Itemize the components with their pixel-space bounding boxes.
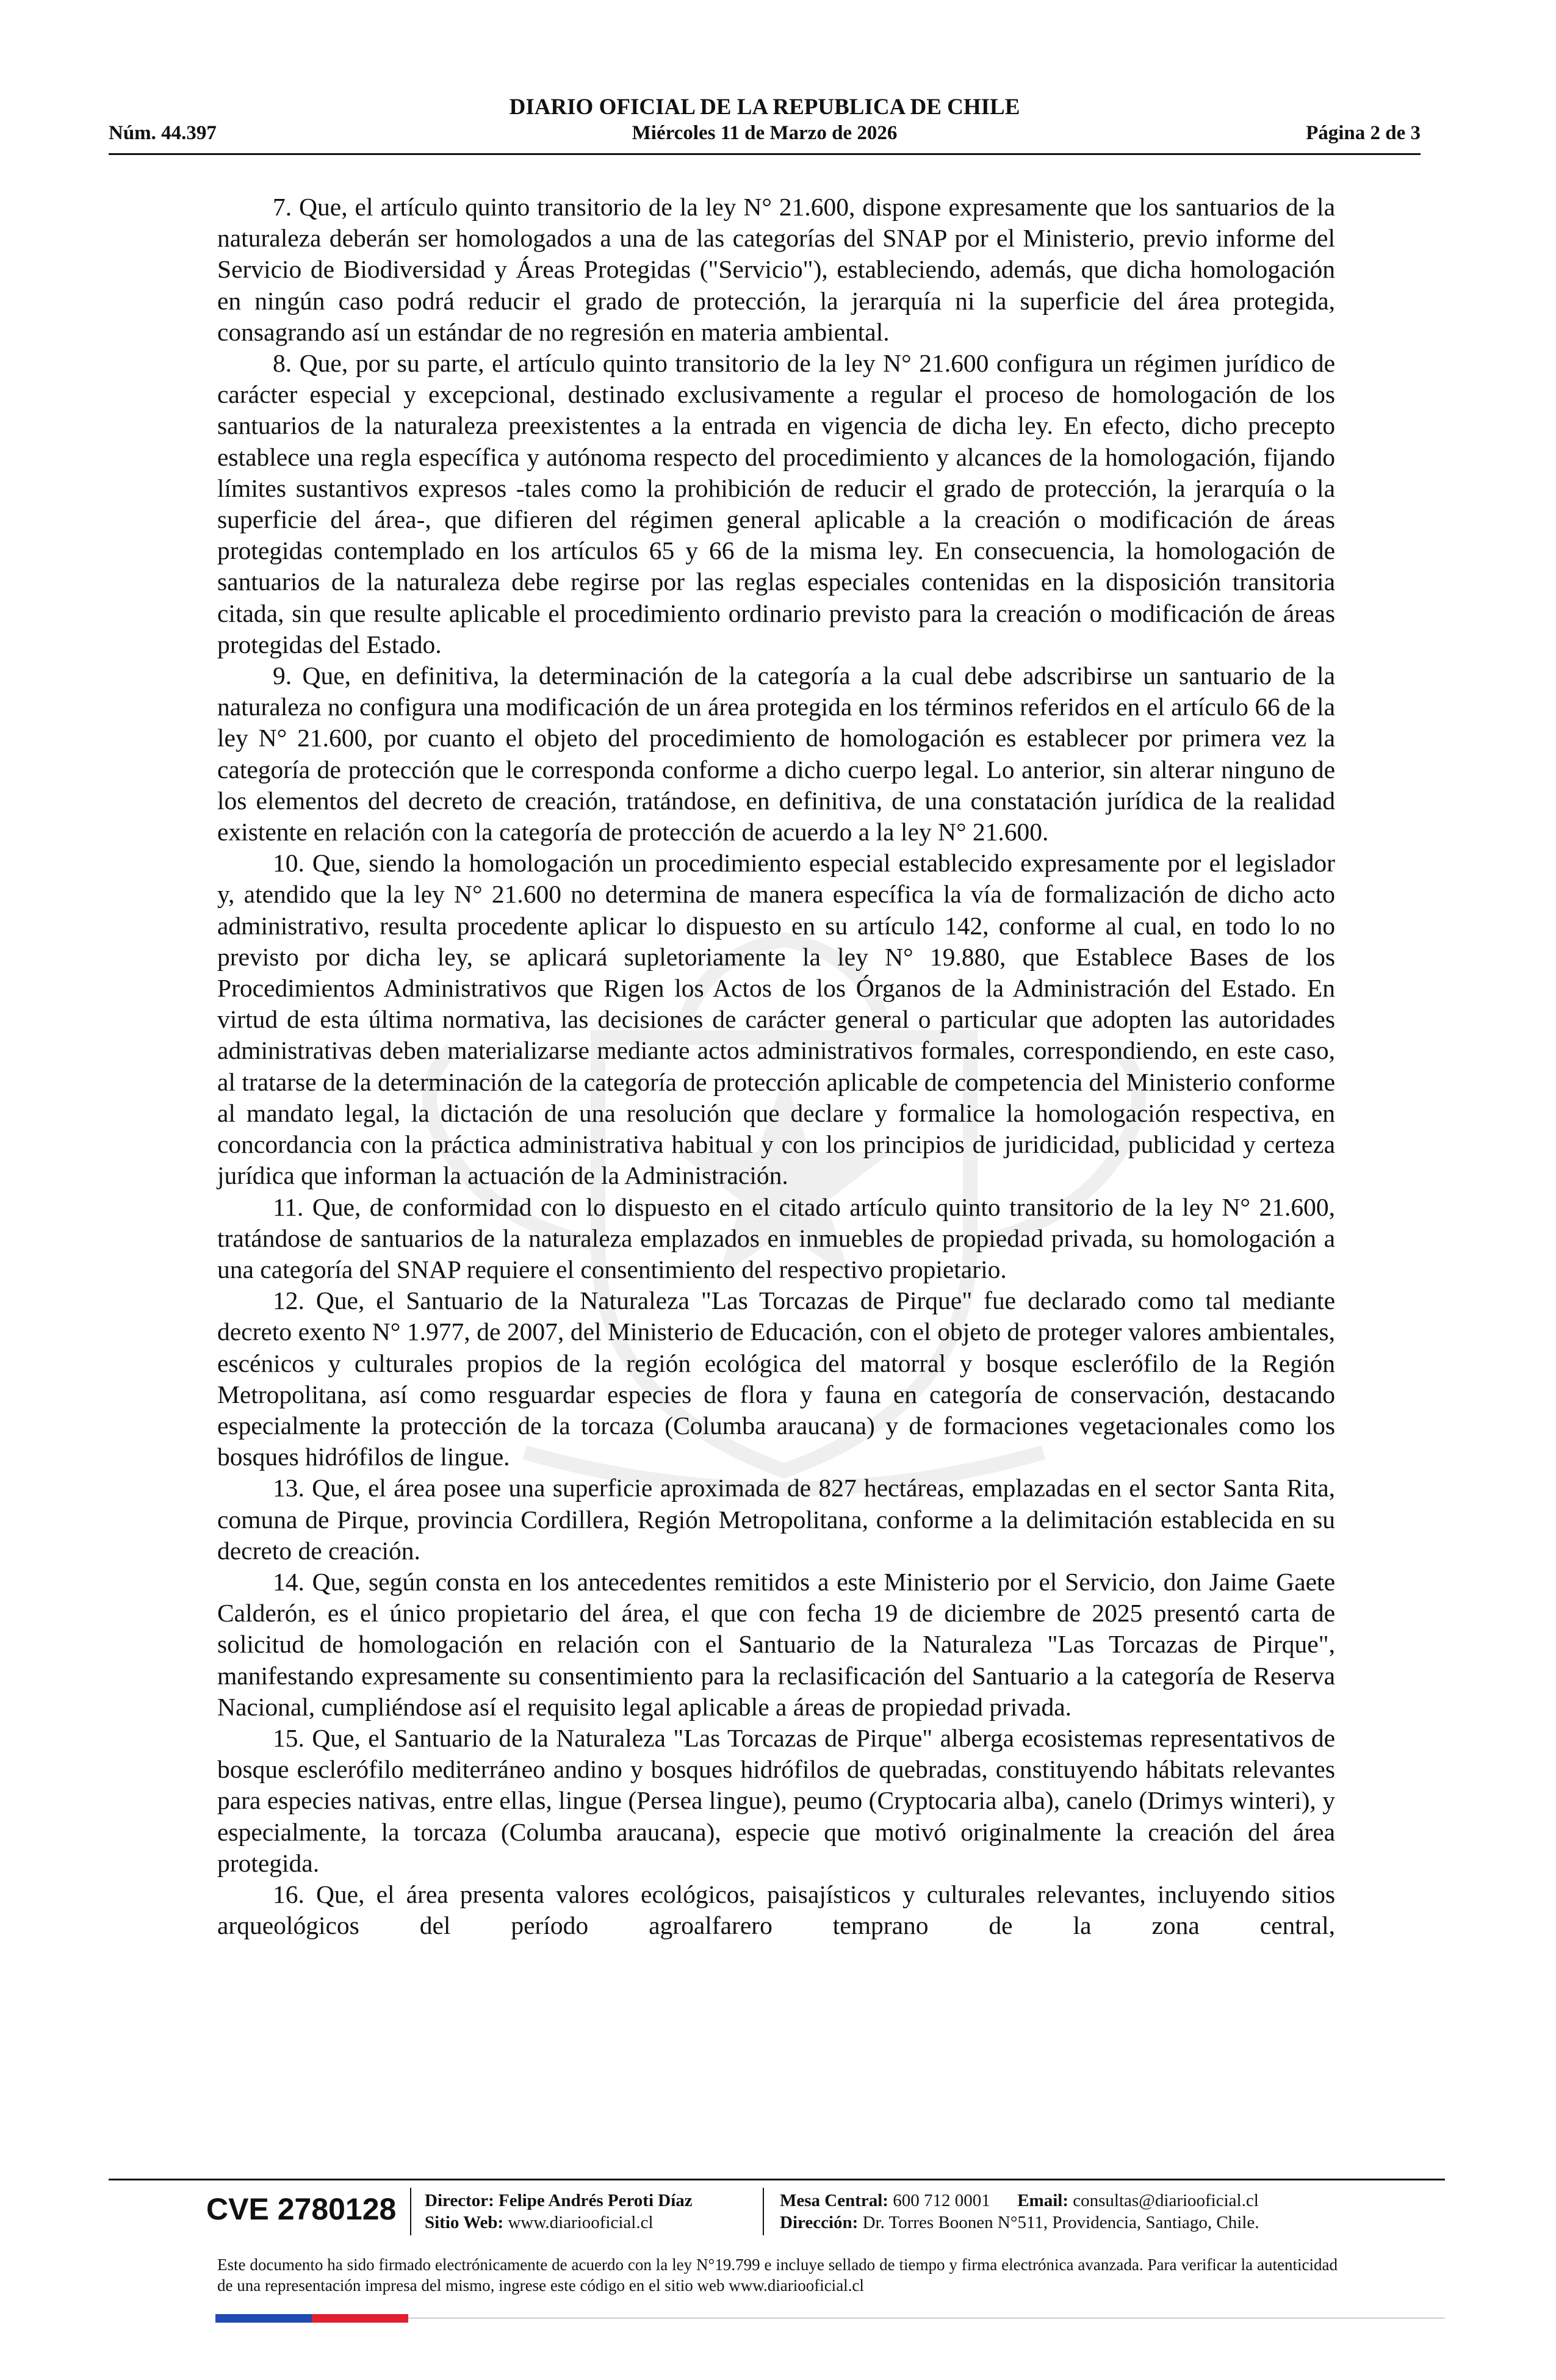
chile-flag-bar	[215, 2314, 408, 2323]
page-header	[109, 94, 1421, 150]
footer-contact-block	[780, 2190, 1259, 2234]
paragraph-12: 12. Que, el Santuario de la Naturaleza "Las Torcazas de Pirque" fue declarado como tal mediante decreto exento N° 1.977, de 2007, del Ministerio de Educación, con el objeto de proteger valores ambientales, escénicos y culturales propios de la región ecológica del matorral y bosque esclerófilo de la Región Metropolitana, así como resguardar especies de flora y fauna en categoría de conservación, destacando especialmente la protección de la torcaza (Columba araucana) y de formaciones vegetacionales como los bosques hidrófilos de lingue.	[217, 1286, 1335, 1471]
document-body	[217, 192, 1335, 1941]
footer-separator	[410, 2188, 411, 2235]
paragraph-14: 14. Que, según consta en los antecedentes remitidos a este Ministerio por el Servicio, don Jaime Gaete Calderón, es el único propietario del área, el que con fecha 19 de diciembre de 2025 presentó carta de solicitud de homologación en relación con el Santuario de la Naturaleza "Las Torcazas de Pirque", manifestando expresamente su consentimiento para la reclasificación del Santuario a la categoría de Reserva Nacional, cumpliéndose así el requisito legal aplicable a áreas de propiedad privada.	[217, 1567, 1335, 1721]
address-value: Dr. Torres Boonen N°511, Providencia, Santiago, Chile.	[862, 2213, 1259, 2232]
address-line	[780, 2212, 1259, 2234]
flag-blue-segment	[215, 2314, 312, 2323]
director-line	[425, 2190, 693, 2212]
flag-red-segment	[312, 2314, 408, 2323]
paragraph-13: 13. Que, el área posee una superficie aproximada de 827 hectáreas, emplazadas en el sector Santa Rita, comuna de Pirque, provincia Cordillera, Región Metropolitana, conforme a la delimitación establecida en su decreto de creación.	[217, 1474, 1335, 1565]
director-name: Felipe Andrés Peroti Díaz	[499, 2191, 693, 2210]
header-divider	[109, 153, 1421, 155]
website-line	[425, 2212, 693, 2234]
paragraph-11: 11. Que, de conformidad con lo dispuesto en el citado artículo quinto transitorio de la ley N° 21.600, tratándose de santuarios de la naturaleza emplazados en inmuebles de propiedad privada, su homologación a una categoría del SNAP requiere el consentimiento del respectivo propietario.	[217, 1192, 1335, 1283]
phone-value: 600 712 0001	[893, 2191, 990, 2210]
paragraph-16: 16. Que, el área presenta valores ecológicos, paisajísticos y culturales relevantes, incluyendo sitios arqueológicos del período agroalfarero temprano de la zona central,	[217, 1880, 1335, 1940]
footer-divider	[109, 2179, 1445, 2180]
address-label: Dirección:	[780, 2213, 859, 2232]
footer-separator	[763, 2188, 764, 2235]
cve-code: CVE 2780128	[206, 2192, 397, 2226]
phone-label: Mesa Central:	[780, 2191, 888, 2210]
page-indicator: Página 2 de 3	[1306, 122, 1421, 144]
email-label: Email:	[1017, 2191, 1068, 2210]
footer-director-block	[425, 2190, 693, 2234]
paragraph-7: 7. Que, el artículo quinto transitorio de la ley N° 21.600, dispone expresamente que los santuarios de la naturaleza deberán ser homologados a una de las categorías del SNAP por el Ministerio, previo informe del Servicio de Biodiversidad y Áreas Protegidas ("Servicio"), estableciendo, además, que dicha homologación en ningún caso podrá reducir el grado de protección, la jerarquía ni la superficie del área protegida, consagrando así un estándar de no regresión en materia ambiental.	[217, 193, 1335, 346]
contact-line	[780, 2190, 1259, 2212]
publication-title: DIARIO OFICIAL DE LA REPUBLICA DE CHILE	[509, 95, 1020, 120]
legal-notice: Este documento ha sido firmado electrónicamente de acuerdo con la ley N°19.799 e incluye sellado de tiempo y firma electrónica avanzada. Para verificar la autenticidad de una representación impresa del mismo, ingrese este código en el sitio web www.diariooficial.cl	[217, 2256, 1338, 2295]
website-label: Sitio Web:	[425, 2213, 504, 2232]
email-link[interactable]: consultas@diariooficial.cl	[1073, 2191, 1259, 2210]
paragraph-10: 10. Que, siendo la homologación un procedimiento especial establecido expresamente por el legislador y, atendido que la ley N° 21.600 no determina de manera específica la vía de formalización de dicho acto administrativo, resulta procedente aplicar lo dispuesto en su artículo 142, conforme al cual, en todo lo no previsto por dicha ley, se aplicará supletoriamente la ley N° 19.880, que Establece Bases de los Procedimientos Administrativos que Rigen los Actos de los Órganos de la Administración del Estado. En virtud de esta última normativa, las decisiones de carácter general o particular que adopten las autoridades administrativas deben materializarse mediante actos administrativos formales, correspondiendo, en este caso, al tratarse de la determinación de la categoría de protección aplicable de competencia del Ministerio conforme al mandato legal, la dictación de una resolución que declare y formalice la homologación respectiva, en concordancia con la práctica administrativa habitual y con los principios de juridicidad, publicidad y certeza jurídica que informan la actuación de la Administración.	[217, 849, 1335, 1190]
publication-date: Miércoles 11 de Marzo de 2026	[632, 122, 898, 144]
paragraph-15: 15. Que, el Santuario de la Naturaleza "Las Torcazas de Pirque" alberga ecosistemas representativos de bosque esclerófilo mediterráneo andino y bosques hidrófilos de quebradas, constituyendo hábitats relevantes para especies nativas, entre ellas, lingue (Persea lingue), peumo (Cryptocaria alba), canelo (Drimys winteri), y especialmente, la torcaza (Columba araucana), especie que motivó originalmente la creación del área protegida.	[217, 1723, 1335, 1877]
issue-number: Núm. 44.397	[109, 122, 217, 144]
paragraph-9: 9. Que, en definitiva, la determinación de la categoría a la cual debe adscribirse un santuario de la naturaleza no configura una modificación de un área protegida en los términos referidos en el artículo 66 de la ley N° 21.600, por cuanto el objeto del procedimiento de homologación es establecer por primera vez la categoría de protección que le corresponda conforme a dicho cuerpo legal. Lo anterior, sin alterar ninguno de los elementos del decreto de creación, tratándose, en definitiva, de una constatación jurídica de la realidad existente en relación con la categoría de protección de acuerdo a la ley N° 21.600.	[217, 662, 1335, 846]
paragraph-8: 8. Que, por su parte, el artículo quinto transitorio de la ley N° 21.600 configura un régimen jurídico de carácter especial y excepcional, destinado exclusivamente a regular el proceso de homologación de los santuarios de la naturaleza preexistentes a la entrada en vigencia de dicha ley. En efecto, dicho precepto establece una regla específica y autónoma respecto del procedimiento y alcances de la homologación, fijando límites sustantivos expresos -tales como la prohibición de reducir el grado de protección, la jerarquía o la superficie del área-, que difieren del régimen general aplicable a la creación o modificación de áreas protegidas contemplado en los artículos 65 y 66 de la misma ley. En consecuencia, la homologación de santuarios de la naturaleza debe regirse por las reglas especiales contenidas en la disposición transitoria citada, sin que resulte aplicable el procedimiento ordinario previsto para la creación o modificación de áreas protegidas del Estado.	[217, 349, 1335, 658]
website-link[interactable]: www.diariooficial.cl	[508, 2213, 654, 2232]
director-label: Director:	[425, 2191, 494, 2210]
